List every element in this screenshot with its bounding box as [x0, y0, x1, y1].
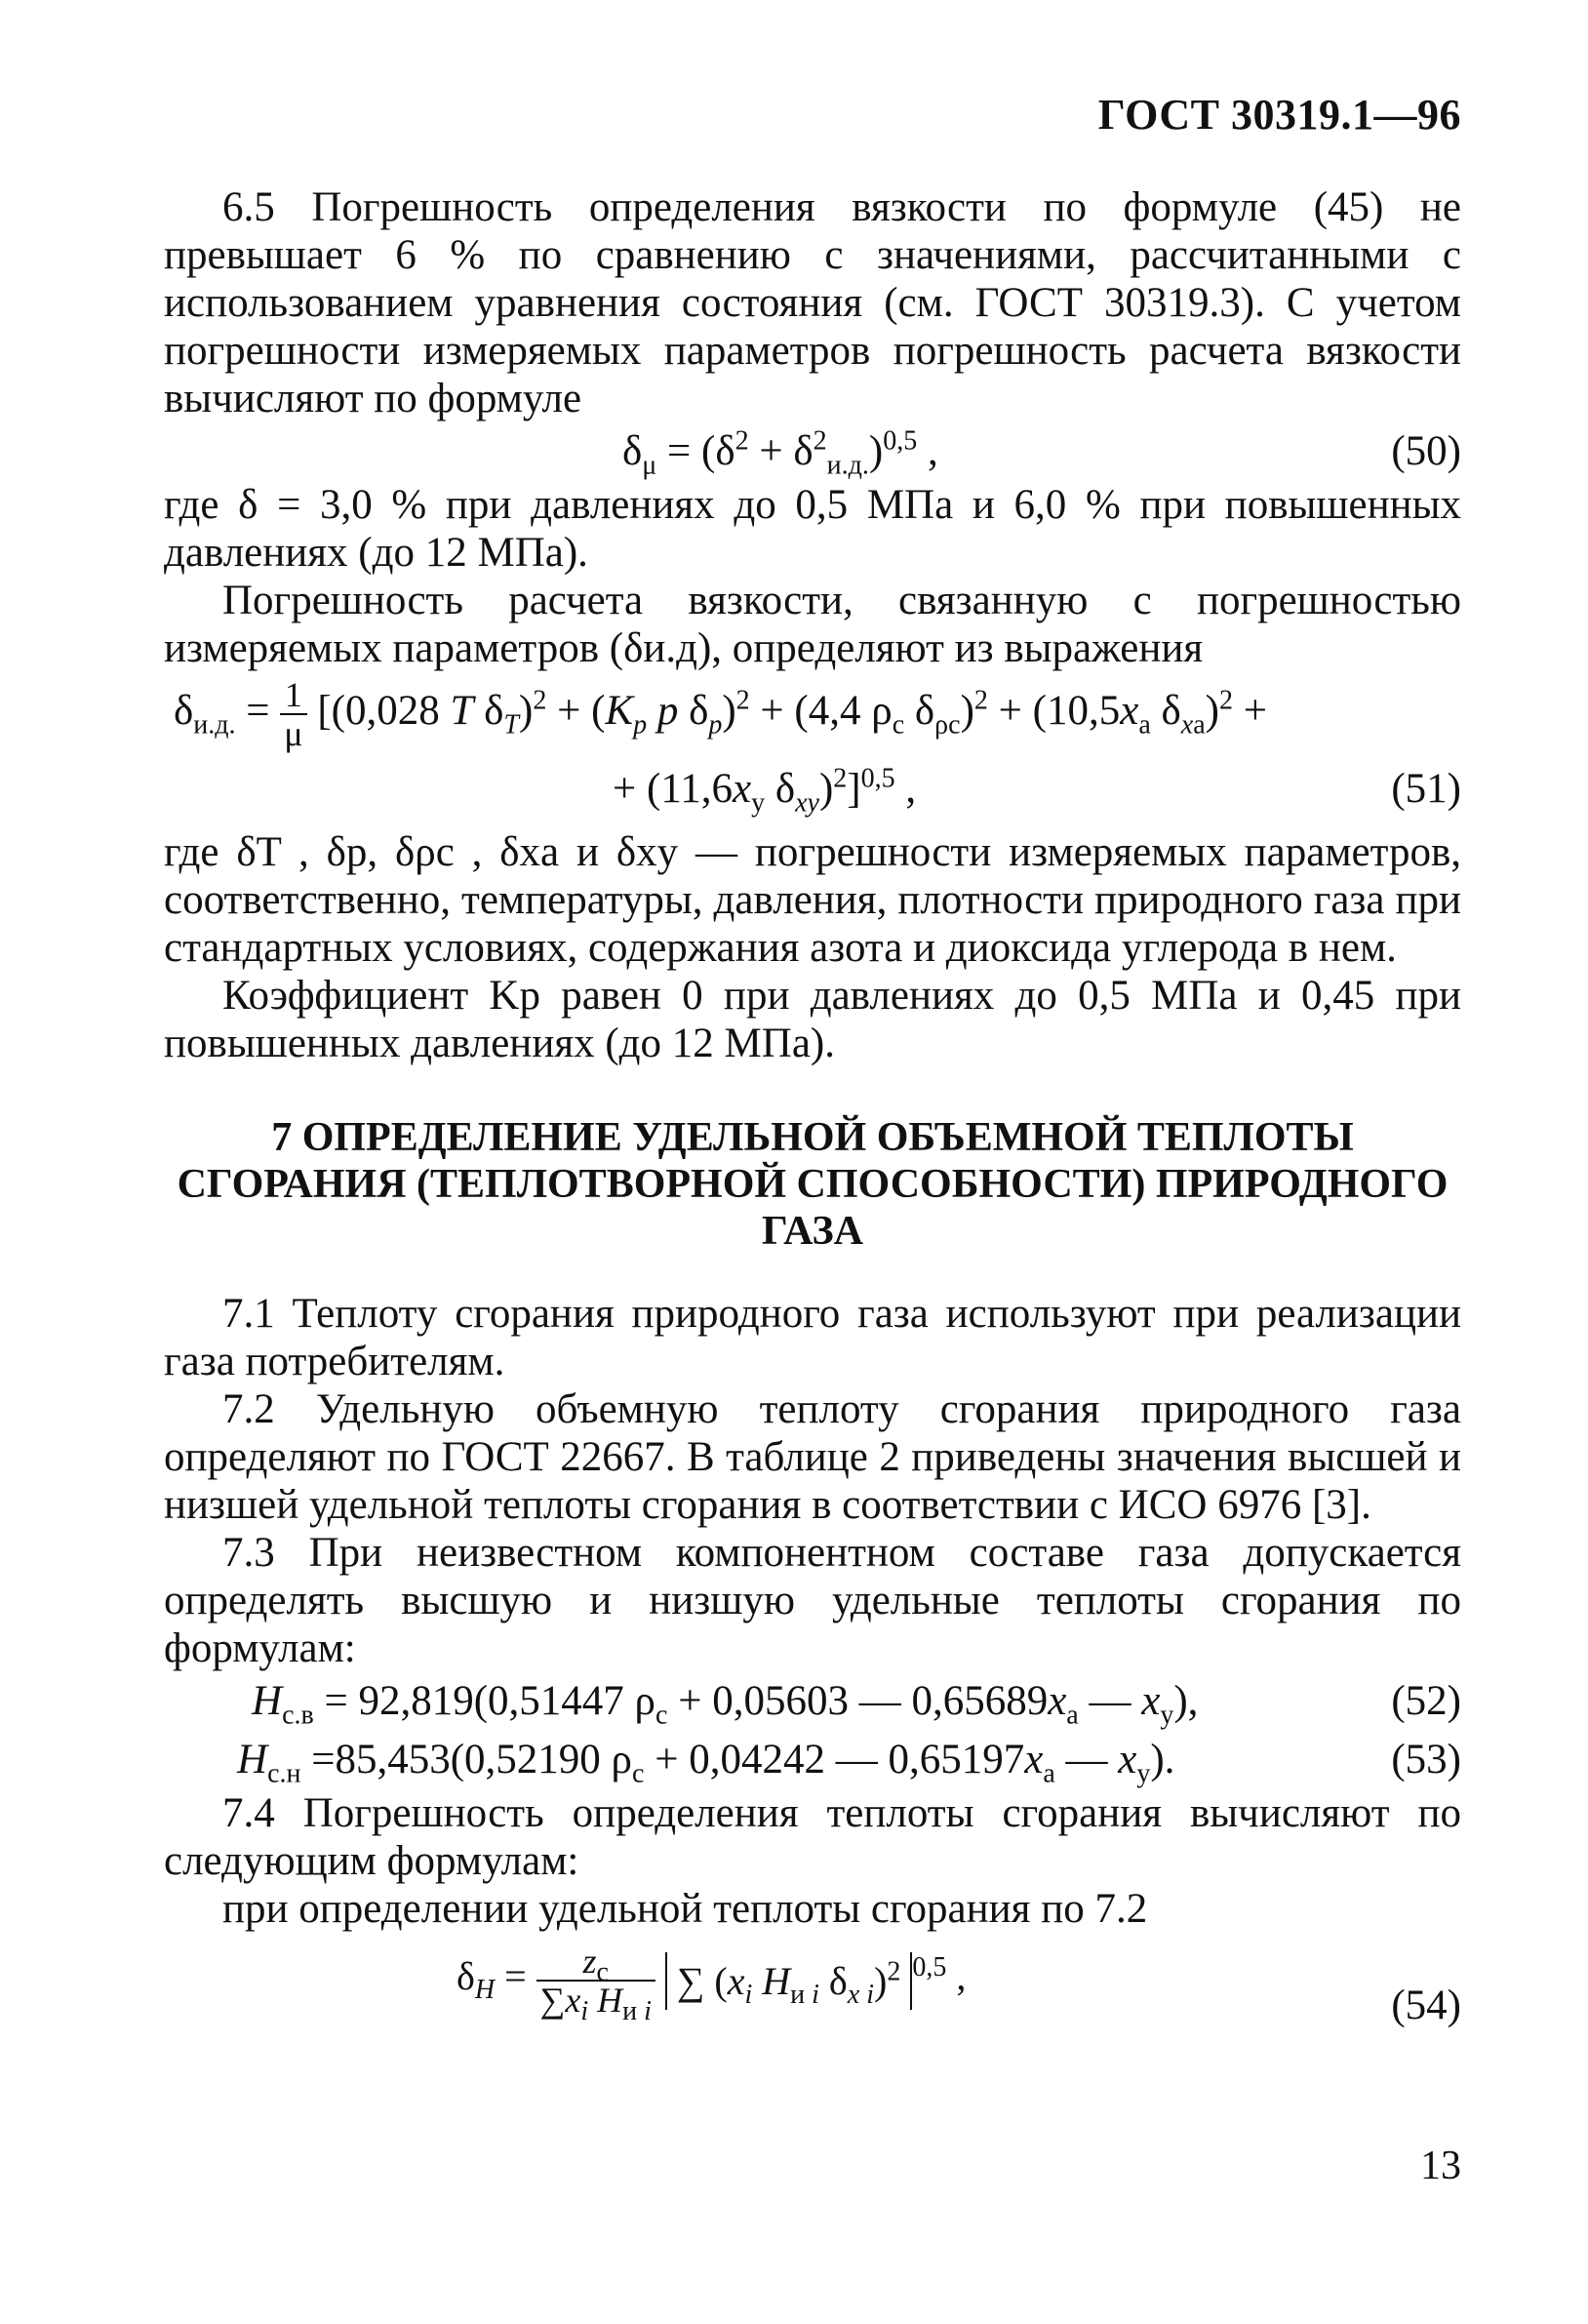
paragraph-6-5: 6.5 Погрешность определения вязкости по формуле (45) не превышает 6 % по сравнению с значениями, рассчитанными с использованием уравнения состояния (см. ГОСТ 30319.3). С учетом погрешности измеряемых параметров погрешность расчета вязкости вычисляют по формуле [164, 184, 1461, 421]
equation-50-expression: $\delta_\mu = (\delta^2 + \delta^2_{и.д.})^{0,5}$ , [622, 425, 938, 481]
equation-51-lhs: $\delta_{и.д.}$ = $\frac{1}{\mu}$ [(0,028 T $\delta_T)^2 + (K_p$ p $\delta_p)^2 + (4,4$ $\rho_c$ $\delta_{\rho c})^2 + (10,5x_a$ $\delta_{xa})^2$ + [174, 675, 1267, 754]
paragraph-7-3: 7.3 При неизвестном компонентном составе газа допускается определять высшую и низшую удельные теплоты сгорания по формулам: [164, 1530, 1461, 1671]
equation-53-number: (53) [1391, 1737, 1461, 1783]
paragraph-delta-values: где δ = 3,0 % при давлениях до 0,5 МПа и 6,0 % при повышенных давлениях (до 12 МПа). [164, 482, 1461, 576]
equation-53-expression: $H_{с.н} =85,453(0,52190$ $\rho_c + 0,04242$ — $0,65197x_a$ — $x_y$). [237, 1737, 1175, 1789]
equation-51-line2 [164, 760, 1461, 819]
standard-header: ГОСТ 30319.1—96 [1097, 91, 1461, 139]
paragraph-7-4: 7.4 Погрешность определения теплоты сгорания вычисляют по следующим формулам: [164, 1790, 1461, 1884]
equation-52-number: (52) [1391, 1678, 1461, 1724]
paragraph-7-2-reference: при определении удельной теплоты сгорания по 7.2 [222, 1886, 1148, 1932]
equation-50 [164, 422, 1461, 481]
equation-52 [164, 1672, 1461, 1731]
paragraph-kp-coefficient: Коэффициент Kp равен 0 при давлениях до 0,5 МПа и 0,45 при повышенных давлениях (до 12 МПа). [164, 973, 1461, 1066]
page-number: 13 [1420, 2144, 1461, 2188]
equation-53 [164, 1731, 1461, 1789]
equation-54-number: (54) [1391, 1983, 1461, 2028]
paragraph-error-definitions: где δT , δp, δρc , δxa и δxy — погрешности измеряемых параметров, соответственно, температуры, давления, плотности природного газа при стандартных условиях, содержания азота и диоксида углерода в нем. [164, 829, 1461, 971]
equation-54-expression: $\delta_H$ = $\frac{z_c}{\sum x_i H_{и i}}$ ∑ ($x_i$ $H_{и i}$ $\delta_{x i})^2$ $^{0,5}$ , [457, 1942, 967, 2027]
paragraph-7-1: 7.1 Теплоту сгорания природного газа используют при реализации газа потребителям. [164, 1291, 1461, 1384]
equation-51-continuation: + ($11,6x_y$ $\delta_{xy})^2]^{0,5}$ , [613, 763, 917, 819]
equation-50-number: (50) [1391, 428, 1461, 474]
paragraph-measurement-error: Погрешность расчета вязкости, связанную с погрешностью измеряемых параметров (δи.д), определяют из выражения [164, 578, 1461, 671]
page-body [164, 183, 1461, 2099]
equation-54 [164, 1933, 1461, 2099]
equation-51-line1 [164, 672, 1461, 754]
section-7-heading: 7 ОПРЕДЕЛЕНИЕ УДЕЛЬНОЙ ОБЪЕМНОЙ ТЕПЛОТЫ СГОРАНИЯ (ТЕПЛОТВОРНОЙ СПОСОБНОСТИ) ПРИРОДНОГО ГАЗА [177, 1115, 1449, 1254]
paragraph-7-2: 7.2 Удельную объемную теплоту сгорания природного газа определяют по ГОСТ 22667. В таблице 2 приведены значения высшей и низшей удельной теплоты сгорания в соответствии с ИСО 6976 [3]. [164, 1386, 1461, 1528]
equation-51-number: (51) [1391, 766, 1461, 812]
equation-52-expression: $H_{с.в} = 92,819(0,51447$ $\rho_c + 0,05603$ — $0,65689x_a$ — $x_y$), [252, 1678, 1199, 1731]
